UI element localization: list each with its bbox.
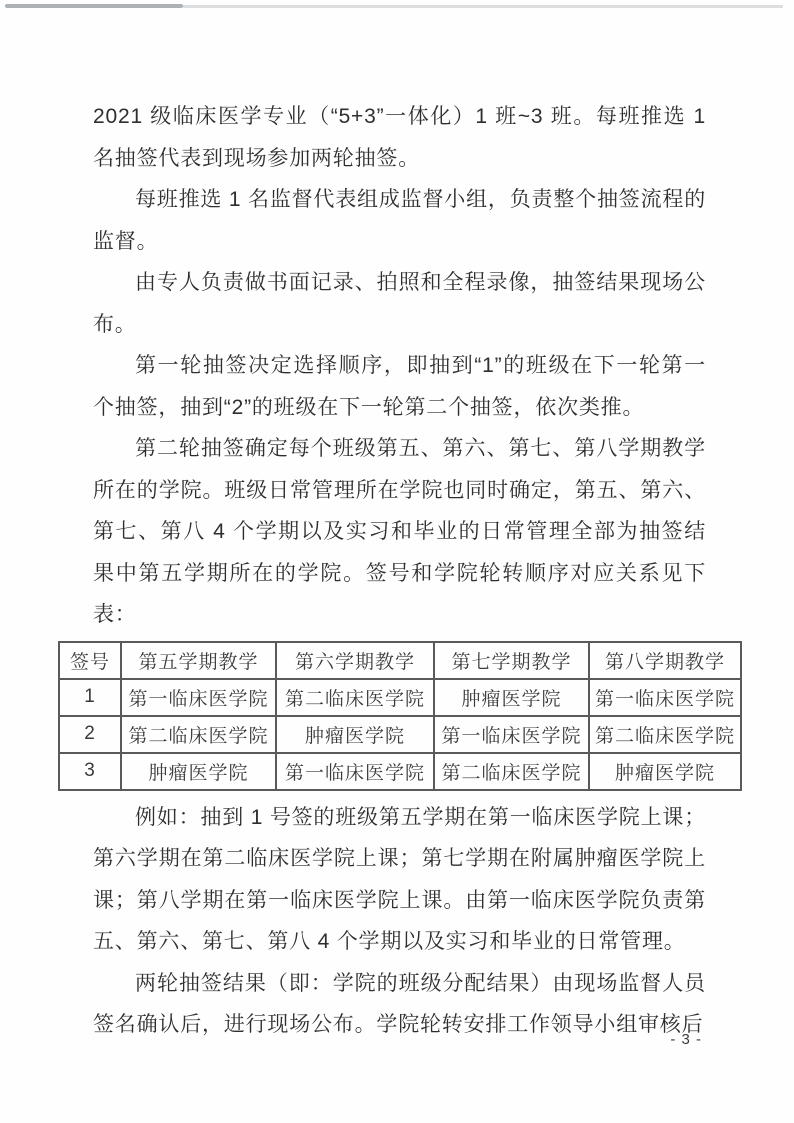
table-cell: 1 xyxy=(59,679,121,716)
table-cell: 第一临床医学院 xyxy=(589,679,741,716)
rotation-schedule-table xyxy=(58,641,742,791)
paragraph-example: 例如：抽到 1 号签的班级第五学期在第一临床医学院上课；第六学期在第二临床医学院上课；第七学期在附属肿瘤医学院上课；第八学期在第一临床医学院上课。由第一临床医学院负责第五、第六、第七、第八 4 个学期以及实习和毕业的日常管理。 xyxy=(93,805,706,953)
document-body xyxy=(69,96,735,1046)
table-header-cell: 第七学期教学 xyxy=(434,642,589,679)
table-cell: 第二临床医学院 xyxy=(121,716,276,753)
paragraph-first-round: 第一轮抽签决定选择顺序，即抽到“1”的班级在下一轮第一个抽签，抽到“2”的班级在下一轮第二个抽签，依次类推。 xyxy=(93,354,706,419)
table-cell: 第一临床医学院 xyxy=(276,753,434,790)
table-header-row xyxy=(59,642,741,679)
table-cell: 第二临床医学院 xyxy=(589,716,741,753)
table-cell: 第一临床医学院 xyxy=(434,716,589,753)
table-cell: 第一临床医学院 xyxy=(121,679,276,716)
table-cell: 第二临床医学院 xyxy=(434,753,589,790)
table-cell: 2 xyxy=(59,716,121,753)
table-header-cell: 签号 xyxy=(59,642,121,679)
table-header-cell: 第五学期教学 xyxy=(121,642,276,679)
paragraph-results-announcement: 两轮抽签结果（即：学院的班级分配结果）由现场监督人员签名确认后，进行现场公布。学院轮转安排工作领导小组审核后 xyxy=(93,971,706,1036)
table-cell: 肿瘤医学院 xyxy=(121,753,276,790)
table-cell: 肿瘤医学院 xyxy=(276,716,434,753)
table-header-cell: 第六学期教学 xyxy=(276,642,434,679)
paragraph-class-list-continuation: 2021 级临床医学专业（“5+3”一体化）1 班~3 班。每班推选 1 名抽签代表到现场参加两轮抽签。 xyxy=(93,105,706,170)
table-row xyxy=(59,716,741,753)
table-row xyxy=(59,679,741,716)
table-row xyxy=(59,753,741,790)
table-header-cell: 第八学期教学 xyxy=(589,642,741,679)
page-number: - 3 - xyxy=(670,1031,702,1048)
paragraph-recording: 由专人负责做书面记录、拍照和全程录像，抽签结果现场公布。 xyxy=(93,271,706,336)
table-cell: 3 xyxy=(59,753,121,790)
paragraph-second-round: 第二轮抽签确定每个班级第五、第六、第七、第八学期教学所在的学院。班级日常管理所在学院也同时确定，第五、第六、第七、第八 4 个学期以及实习和毕业的日常管理全部为抽签结果中第五学期所在的学院。签号和学院轮转顺序对应关系见下表： xyxy=(93,437,706,626)
paragraph-supervision-group: 每班推选 1 名监督代表组成监督小组，负责整个抽签流程的监督。 xyxy=(93,188,706,253)
scan-edge-artifact-dark xyxy=(5,4,183,8)
scan-edge-artifact-light xyxy=(183,5,783,8)
table-cell: 肿瘤医学院 xyxy=(434,679,589,716)
table-cell: 第二临床医学院 xyxy=(276,679,434,716)
table-cell: 肿瘤医学院 xyxy=(589,753,741,790)
